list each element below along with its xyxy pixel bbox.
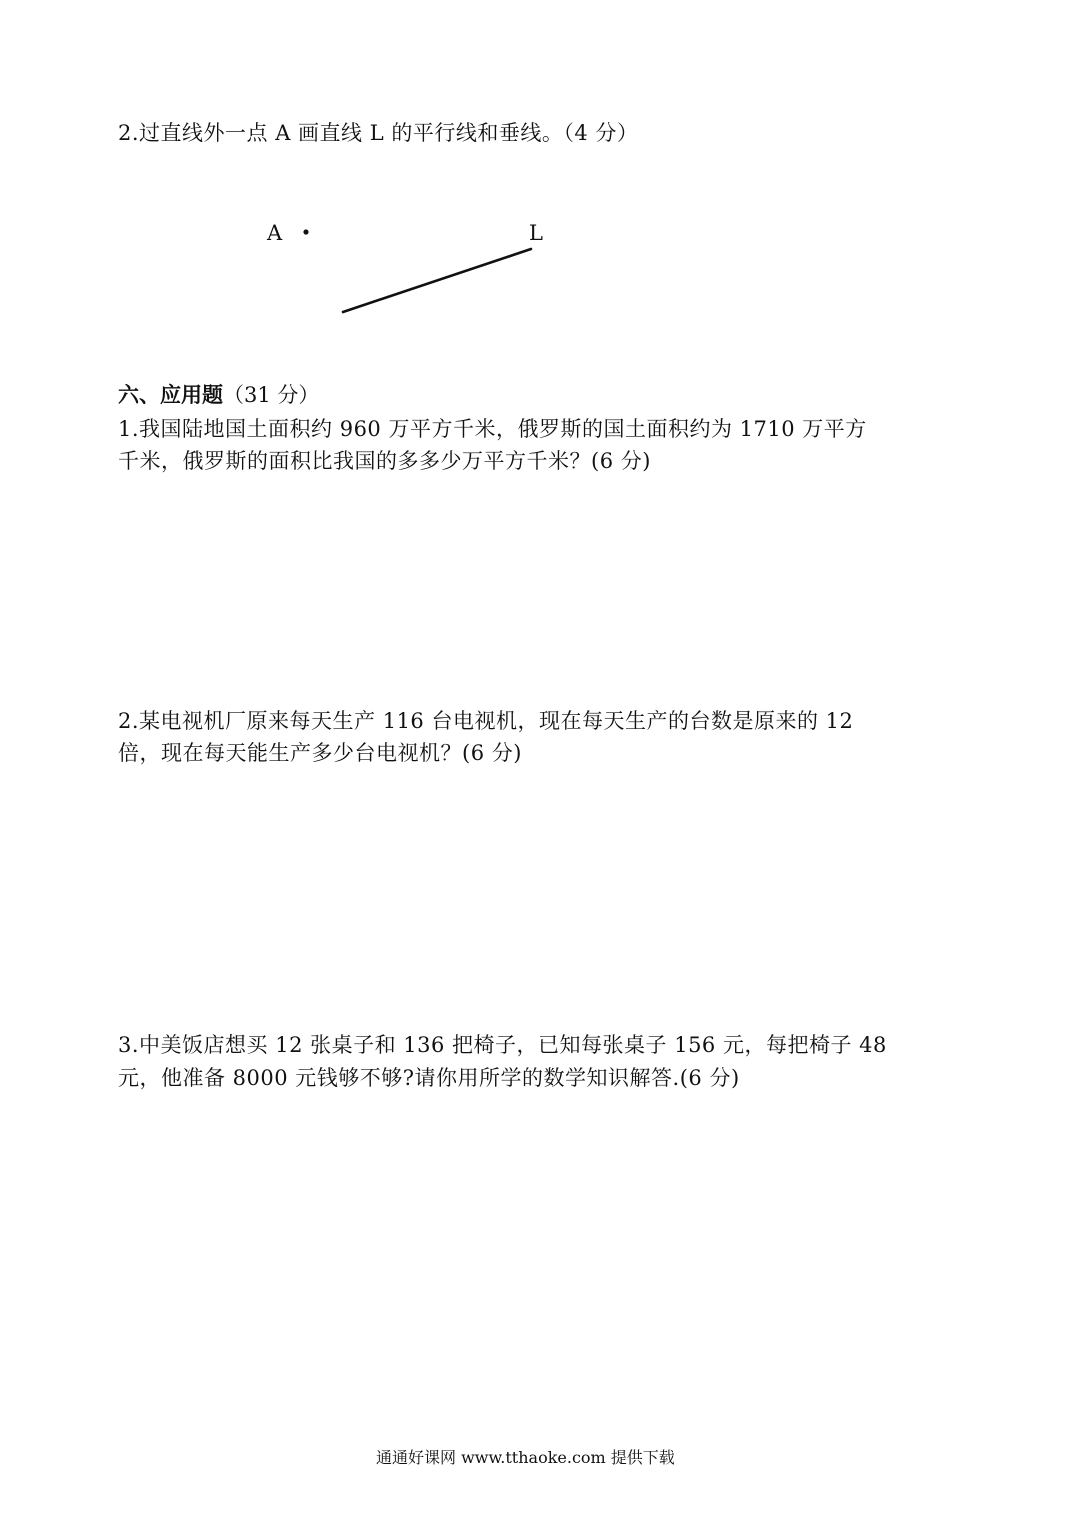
section-heading <box>118 380 319 410</box>
problem-1-line-1: 1.我国陆地国土面积约 960 万平方千米，俄罗斯的国土面积约为 1710 万平方 <box>118 417 867 441</box>
geometry-question-prompt: 2.过直线外一点 A 画直线 L 的平行线和垂线。（4 分） <box>118 121 639 145</box>
point-a-label: A <box>267 221 283 245</box>
line-l <box>343 249 531 312</box>
problem-3-line-1: 3.中美饭店想买 12 张桌子和 136 把椅子，已知每张桌子 156 元，每把椅子 48 <box>118 1033 887 1057</box>
page-footer: 通通好课网 www.tthaoke.com 提供下载 <box>376 1448 675 1467</box>
problem-2-line-2: 倍，现在每天能生产多少台电视机？(6 分) <box>118 741 522 765</box>
problem-2-line-1: 2.某电视机厂原来每天生产 116 台电视机，现在每天生产的台数是原来的 12 <box>118 709 854 733</box>
section-title: 六、应用题 <box>118 382 223 407</box>
section-score: （31 分） <box>223 383 320 407</box>
line-l-label: L <box>529 221 543 245</box>
problem-1-line-2: 千米，俄罗斯的面积比我国的多多少万平方千米？(6 分) <box>118 449 651 473</box>
geometry-figure <box>0 0 1075 400</box>
point-a-dot <box>303 229 308 234</box>
problem-3-line-2: 元，他准备 8000 元钱够不够?请你用所学的数学知识解答.(6 分) <box>118 1066 740 1090</box>
